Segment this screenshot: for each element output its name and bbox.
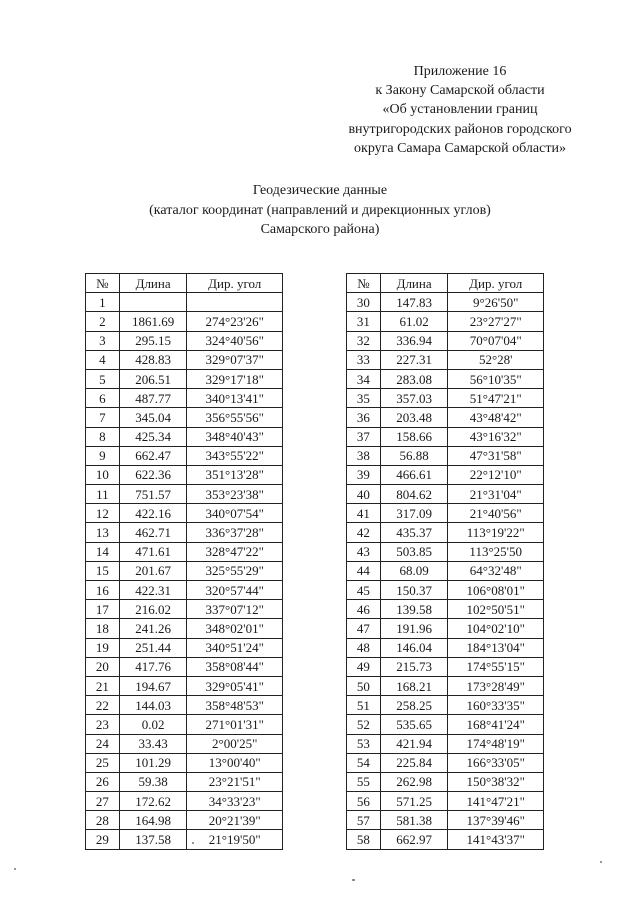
cell-length: 101.29 [119,753,187,772]
cell-angle: 51°47'21" [448,389,544,408]
cell-angle: 34°33'23" [187,792,283,811]
cell-length: 225.84 [380,753,448,772]
cell-length: 241.26 [119,619,187,638]
cell-angle: 20°21'39" [187,811,283,830]
table-row [347,465,544,484]
cell-number: 55 [347,772,381,791]
cell-angle: 70°07'04" [448,331,544,350]
cell-length: 168.21 [380,676,448,695]
scan-speck [600,861,602,863]
cell-length [119,293,187,312]
table-row [347,485,544,504]
cell-angle: 9°26'50" [448,293,544,312]
table-row [347,600,544,619]
cell-angle: 141°47'21" [448,792,544,811]
table-row [86,696,283,715]
cell-angle: 174°55'15" [448,657,544,676]
cell-length: 59.38 [119,772,187,791]
table-row [347,638,544,657]
annex-law-title-1: «Об установлении границ [382,102,538,118]
cell-length: 622.36 [119,465,187,484]
cell-number: 56 [347,792,381,811]
cell-angle: 320°57'44" [187,581,283,600]
table-row [86,331,283,350]
cell-angle: 43°48'42" [448,408,544,427]
cell-number: 2 [86,312,120,331]
cell-number: 18 [86,619,120,638]
cell-angle: 328°47'22" [187,542,283,561]
cell-number: 8 [86,427,120,446]
cell-length: 357.03 [380,389,448,408]
cell-angle: 325°55'29" [187,561,283,580]
cell-length: 203.48 [380,408,448,427]
cell-length: 158.66 [380,427,448,446]
cell-number: 21 [86,676,120,695]
cell-length: 61.02 [380,312,448,331]
cell-length: 164.98 [119,811,187,830]
annex-law-title-3: округа Самара Самарской области» [354,140,566,156]
cell-angle: 23°21'51" [187,772,283,791]
annex-law-ref: к Закону Самарской области [375,83,545,99]
cell-number: 6 [86,389,120,408]
cell-length: 1861.69 [119,312,187,331]
cell-length: 251.44 [119,638,187,657]
cell-length: 466.61 [380,465,448,484]
table-row [347,561,544,580]
table-header-row [86,274,283,293]
cell-number: 16 [86,581,120,600]
cell-number: 34 [347,369,381,388]
cell-number: 10 [86,465,120,484]
table-row [86,465,283,484]
cell-number: 23 [86,715,120,734]
cell-length: 571.25 [380,792,448,811]
cell-length: 422.31 [119,581,187,600]
cell-angle: 340°07'54" [187,504,283,523]
cell-length: 68.09 [380,561,448,580]
cell-number: 9 [86,446,120,465]
table-row [86,542,283,561]
cell-angle: 104°02'10" [448,619,544,638]
cell-angle: 343°55'22" [187,446,283,465]
cell-length: 425.34 [119,427,187,446]
cell-length: 172.62 [119,792,187,811]
table-row [347,830,544,849]
title-line-1: Геодезические данные [252,183,388,198]
table-row [86,389,283,408]
cell-angle: 21°40'56" [448,504,544,523]
cell-number: 25 [86,753,120,772]
cell-length: 662.97 [380,830,448,849]
table-row [86,772,283,791]
cell-number: 26 [86,772,120,791]
table-row [347,408,544,427]
cell-length: 535.65 [380,715,448,734]
cell-angle: 21°19'50" [187,830,283,849]
table-row [347,734,544,753]
cell-angle: 113°25'50 [448,542,544,561]
table-row [86,561,283,580]
table-row [86,792,283,811]
table-row [347,293,544,312]
table-header-row [347,274,544,293]
cell-length: 295.15 [119,331,187,350]
cell-number: 46 [347,600,381,619]
cell-number: 29 [86,830,120,849]
cell-number: 11 [86,485,120,504]
cell-number: 22 [86,696,120,715]
cell-number: 50 [347,676,381,695]
table-row [347,657,544,676]
cell-length: 139.58 [380,600,448,619]
cell-angle: 184°13'04" [448,638,544,657]
cell-length: 227.31 [380,350,448,369]
cell-number: 15 [86,561,120,580]
cell-length: 216.02 [119,600,187,619]
table-row [86,408,283,427]
document-title [60,181,580,240]
table-row [86,811,283,830]
cell-length: 0.02 [119,715,187,734]
cell-length: 150.37 [380,581,448,600]
cell-number: 39 [347,465,381,484]
cell-number: 37 [347,427,381,446]
table-row [347,350,544,369]
cell-angle: 348°40'43" [187,427,283,446]
table-row [347,523,544,542]
annex-header [300,62,620,158]
cell-number: 19 [86,638,120,657]
cell-angle: 348°02'01" [187,619,283,638]
cell-angle: 353°23'38" [187,485,283,504]
cell-length: 662.47 [119,446,187,465]
cell-length: 345.04 [119,408,187,427]
table-row [86,619,283,638]
cell-number: 53 [347,734,381,753]
table-row [86,446,283,465]
table-row [86,427,283,446]
cell-number: 32 [347,331,381,350]
cell-length: 191.96 [380,619,448,638]
cell-angle: 56°10'35" [448,369,544,388]
table-row [347,619,544,638]
cell-angle: 340°51'24" [187,638,283,657]
cell-angle: 102°50'51" [448,600,544,619]
table-row [86,676,283,695]
cell-length: 262.98 [380,772,448,791]
cell-length: 336.94 [380,331,448,350]
cell-number: 31 [347,312,381,331]
cell-angle: 150°38'32" [448,772,544,791]
cell-angle: 351°13'28" [187,465,283,484]
cell-length: 147.83 [380,293,448,312]
cell-number: 54 [347,753,381,772]
cell-angle: 137°39'46" [448,811,544,830]
cell-number: 5 [86,369,120,388]
scan-speck [14,868,16,870]
header-angle: Дир. угол [187,274,283,293]
cell-length: 283.08 [380,369,448,388]
cell-length: 258.25 [380,696,448,715]
cell-number: 38 [347,446,381,465]
table-body-right [347,293,544,849]
scan-speck [352,879,355,881]
table-row [86,312,283,331]
cell-angle: 336°37'28" [187,523,283,542]
table-row [86,369,283,388]
cell-angle: 160°33'35" [448,696,544,715]
table-row [347,504,544,523]
cell-angle: 64°32'48" [448,561,544,580]
cell-angle: 166°33'05" [448,753,544,772]
cell-number: 44 [347,561,381,580]
header-length: Длина [380,274,448,293]
cell-length: 751.57 [119,485,187,504]
cell-angle: 324°40'56" [187,331,283,350]
cell-angle: 329°05'41" [187,676,283,695]
cell-number: 7 [86,408,120,427]
table-row [86,715,283,734]
table-row [347,427,544,446]
title-line-2: (каталог координат (направлений и дирекционных углов) [149,202,491,218]
cell-length: 435.37 [380,523,448,542]
cell-length: 201.67 [119,561,187,580]
cell-angle: 271°01'31" [187,715,283,734]
cell-length: 146.04 [380,638,448,657]
table-row [347,446,544,465]
table-row [86,734,283,753]
cell-length: 462.71 [119,523,187,542]
cell-number: 43 [347,542,381,561]
table-row [86,657,283,676]
table-row [86,600,283,619]
cell-number: 36 [347,408,381,427]
scan-speck [192,842,194,844]
cell-number: 33 [347,350,381,369]
cell-number: 13 [86,523,120,542]
title-line-3: Самарского района) [260,222,380,237]
cell-number: 35 [347,389,381,408]
cell-angle: 358°08'44" [187,657,283,676]
table-row [86,485,283,504]
cell-number: 58 [347,830,381,849]
cell-angle: 174°48'19" [448,734,544,753]
cell-number: 40 [347,485,381,504]
cell-number: 1 [86,293,120,312]
cell-angle: 113°19'22" [448,523,544,542]
cell-angle: 358°48'53" [187,696,283,715]
table-row [86,830,283,849]
cell-length: 428.83 [119,350,187,369]
cell-angle: 337°07'12" [187,600,283,619]
cell-length: 137.58 [119,830,187,849]
cell-angle: 356°55'56" [187,408,283,427]
cell-number: 17 [86,600,120,619]
cell-length: 206.51 [119,369,187,388]
table-row [347,331,544,350]
cell-angle: 274°23'26" [187,312,283,331]
cell-number: 3 [86,331,120,350]
cell-length: 421.94 [380,734,448,753]
header-angle: Дир. угол [448,274,544,293]
cell-length: 417.76 [119,657,187,676]
cell-length: 317.09 [380,504,448,523]
cell-number: 28 [86,811,120,830]
cell-angle: 141°43'37" [448,830,544,849]
cell-angle: 173°28'49" [448,676,544,695]
table-row [86,581,283,600]
cell-number: 48 [347,638,381,657]
table-row [347,696,544,715]
annex-number: Приложение 16 [413,64,507,79]
cell-angle: 2°00'25" [187,734,283,753]
cell-angle: 340°13'41" [187,389,283,408]
table-row [347,676,544,695]
annex-law-title-2: внутригородских районов городского [348,121,572,137]
cell-number: 42 [347,523,381,542]
table-row [86,523,283,542]
table-row [347,753,544,772]
table-row [347,581,544,600]
cell-angle: 43°16'32" [448,427,544,446]
cell-length: 56.88 [380,446,448,465]
cell-number: 45 [347,581,381,600]
cell-length: 33.43 [119,734,187,753]
cell-length: 422.16 [119,504,187,523]
table-row [347,369,544,388]
cell-number: 4 [86,350,120,369]
table-row [347,792,544,811]
cell-angle: 52°28' [448,350,544,369]
cell-number: 52 [347,715,381,734]
cell-length: 804.62 [380,485,448,504]
cell-length: 471.61 [119,542,187,561]
cell-number: 20 [86,657,120,676]
cell-number: 49 [347,657,381,676]
cell-number: 24 [86,734,120,753]
cell-number: 27 [86,792,120,811]
table-row [86,753,283,772]
coordinates-table-left [85,273,283,850]
coordinates-table-right [346,273,544,850]
table-body-left [86,293,283,849]
table-row [347,811,544,830]
cell-angle: 329°17'18" [187,369,283,388]
table-row [86,350,283,369]
cell-length: 581.38 [380,811,448,830]
cell-length: 487.77 [119,389,187,408]
table-row [86,504,283,523]
cell-number: 14 [86,542,120,561]
header-number: № [347,274,381,293]
table-row [347,542,544,561]
table-row [347,772,544,791]
table-row [347,312,544,331]
cell-angle [187,293,283,312]
cell-number: 57 [347,811,381,830]
header-number: № [86,274,120,293]
cell-number: 12 [86,504,120,523]
cell-length: 194.67 [119,676,187,695]
header-length: Длина [119,274,187,293]
cell-length: 215.73 [380,657,448,676]
cell-angle: 329°07'37" [187,350,283,369]
cell-number: 30 [347,293,381,312]
table-row [86,638,283,657]
table-row [347,715,544,734]
cell-angle: 106°08'01" [448,581,544,600]
cell-angle: 22°12'10" [448,465,544,484]
cell-angle: 21°31'04" [448,485,544,504]
cell-number: 51 [347,696,381,715]
cell-angle: 13°00'40" [187,753,283,772]
cell-length: 503.85 [380,542,448,561]
table-row [347,389,544,408]
cell-number: 47 [347,619,381,638]
cell-number: 41 [347,504,381,523]
cell-angle: 168°41'24" [448,715,544,734]
cell-length: 144.03 [119,696,187,715]
cell-angle: 47°31'58" [448,446,544,465]
cell-angle: 23°27'27" [448,312,544,331]
table-row [86,293,283,312]
